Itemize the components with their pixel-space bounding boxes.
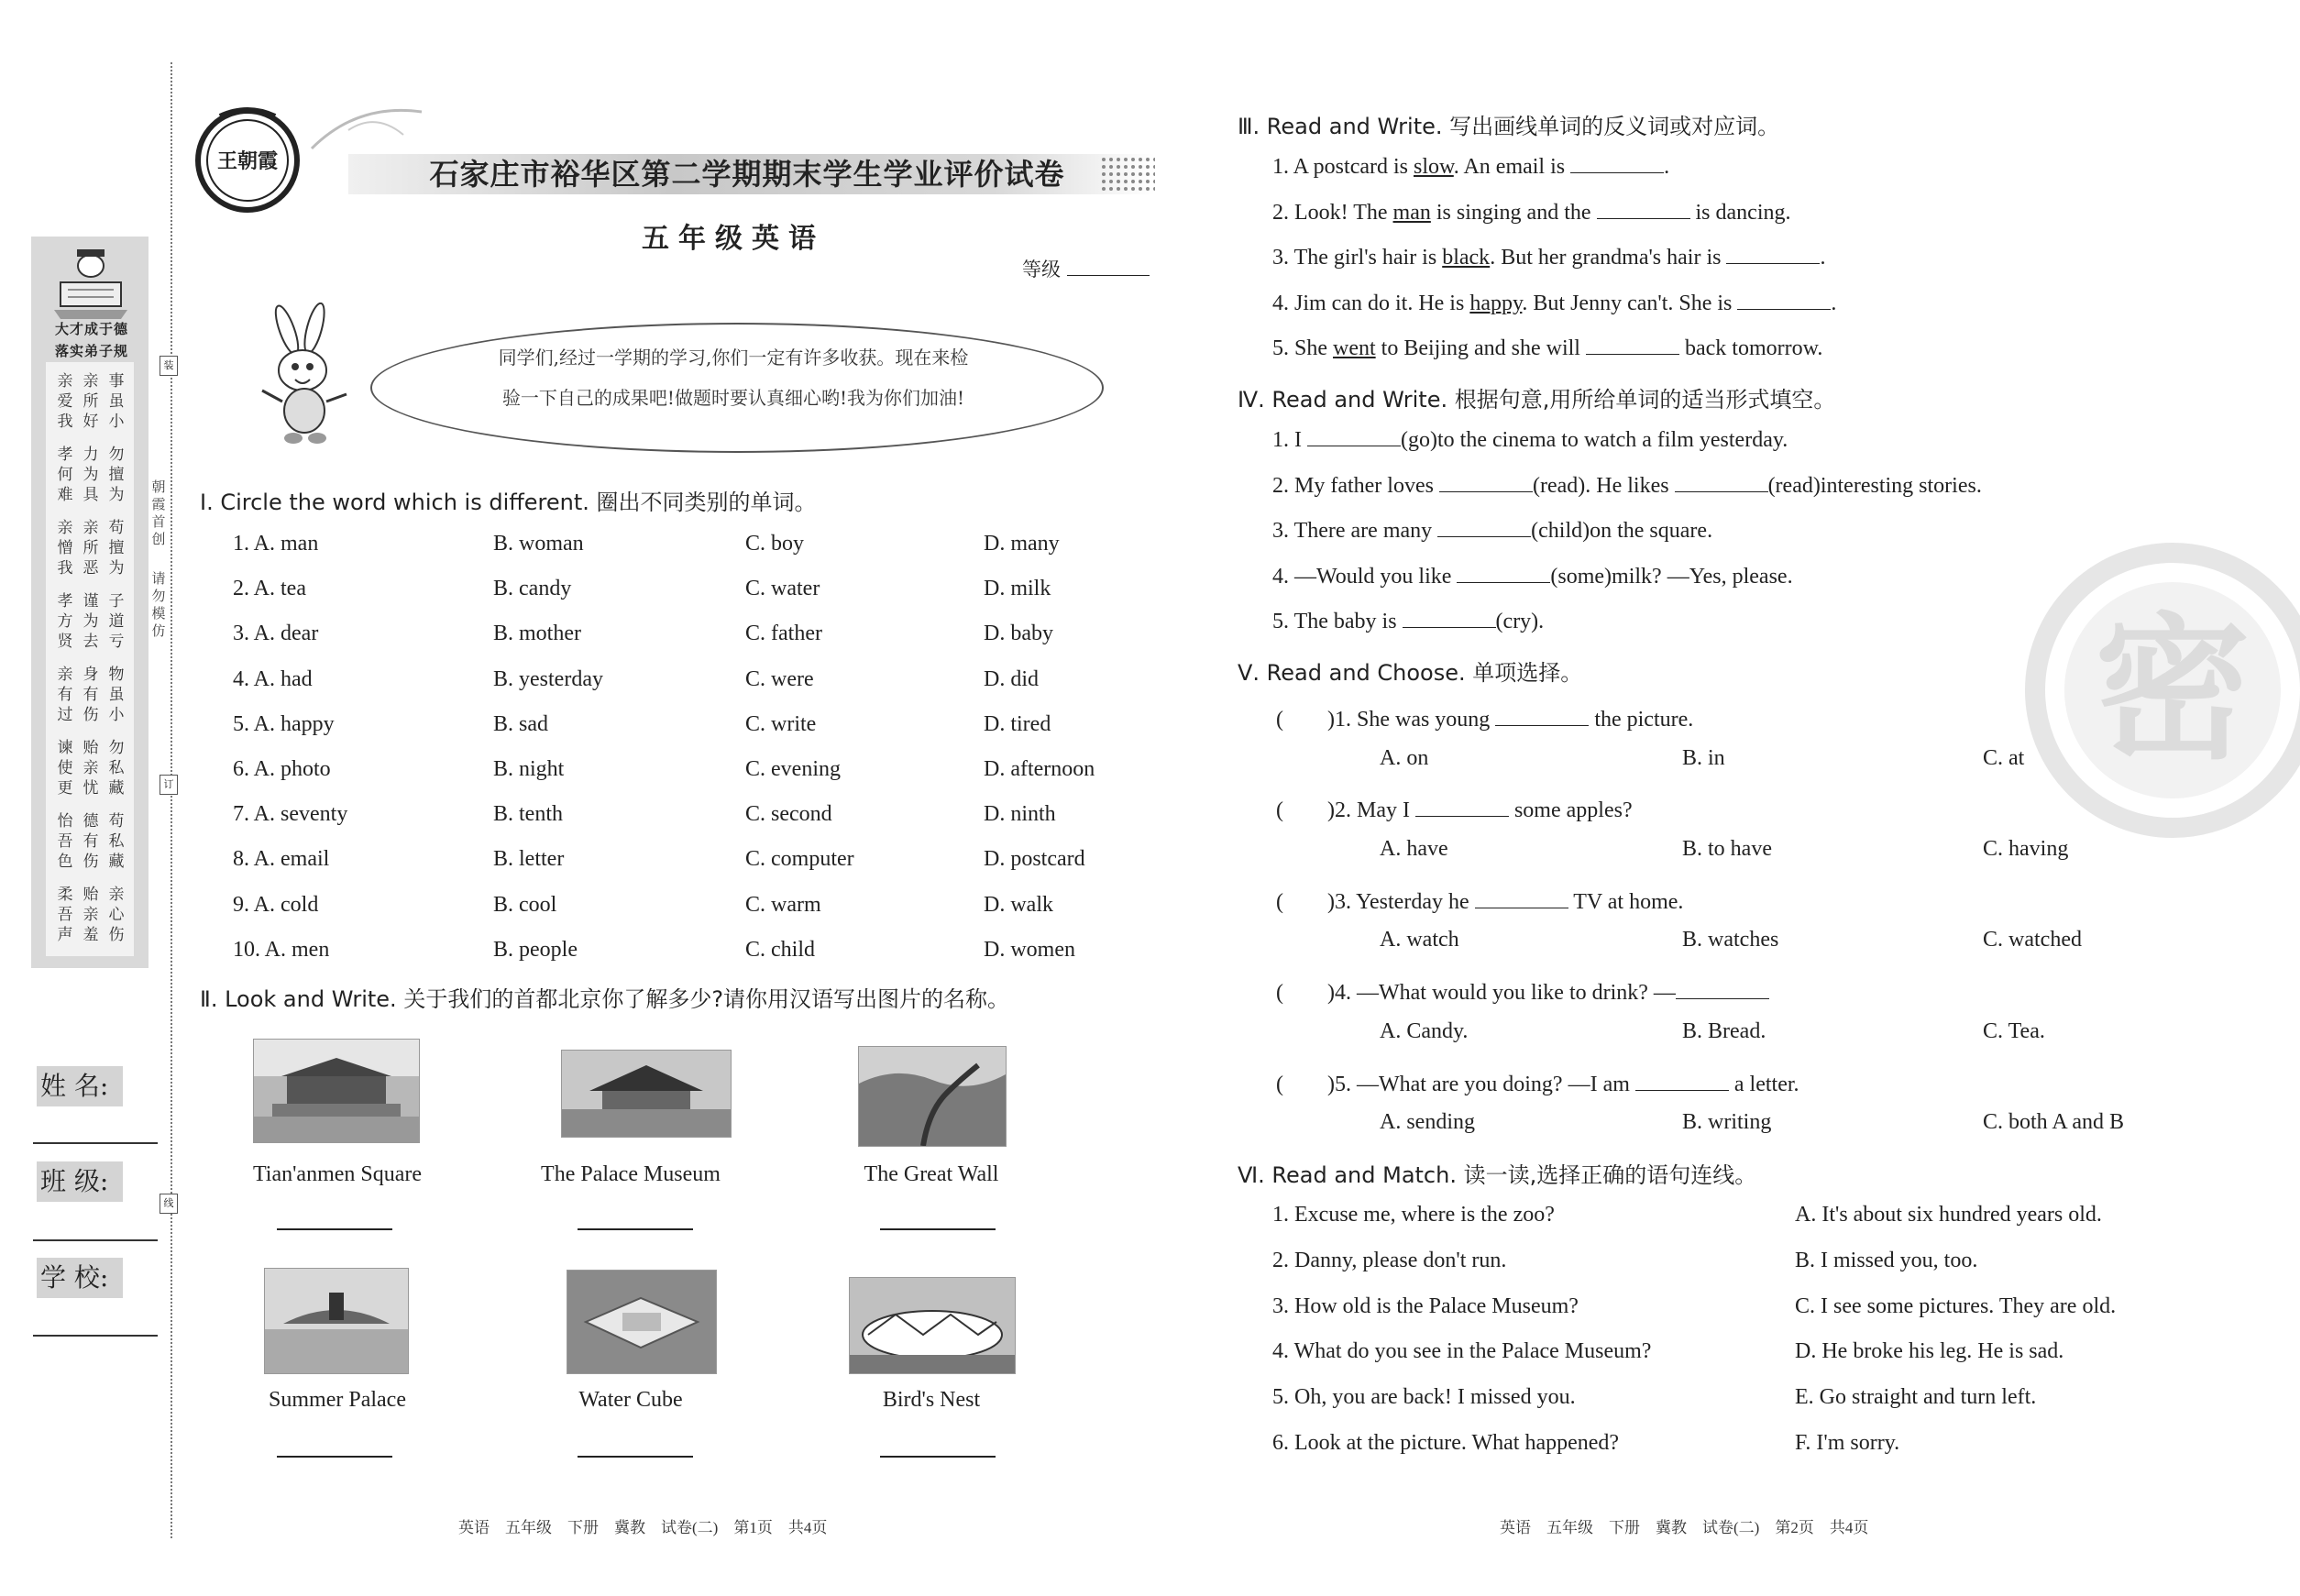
rabbit-mascot-illustration [255,303,356,449]
poem-column: 苟私藏 [108,812,125,871]
answer-blank[interactable] [1586,336,1679,355]
poem-column: 亲憎我 [57,519,73,578]
binding-dotted-line [171,62,172,1538]
intro-text-line-2: 验一下自己的成果吧!做题时要认真细心哟!我为你们加油! [501,387,965,409]
choice-option[interactable]: C. Tea. [1983,1018,2045,1043]
answer-blank[interactable] [1635,1072,1729,1091]
option-b-9[interactable]: B. cool [493,892,557,917]
choice-option[interactable]: A. Candy. [1380,1018,1469,1043]
picture-answer-line[interactable] [578,1456,693,1458]
class-label: 班 级: [37,1161,123,1202]
option-d-5[interactable]: D. tired [984,711,1051,736]
section4-item: 1. I (go)to the cinema to watch a film yesterday. [1272,428,1788,452]
section4-heading: Ⅳ. Read and Write. 根据句意,用所给单词的适当形式填空。 [1238,387,1836,413]
poem-column: 身有伤 [83,666,99,724]
option-b-6[interactable]: B. night [493,757,565,781]
section5-heading: Ⅴ. Read and Choose. 单项选择。 [1238,660,1583,686]
match-question[interactable]: 5. Oh, you are back! I missed you. [1272,1385,1576,1410]
picture-answer-line[interactable] [880,1228,996,1230]
poem-column: 勿私藏 [108,739,125,798]
picture-caption: Bird's Nest [882,1388,981,1412]
section3-item: 2. Look! The man is singing and the is dancing. [1272,200,1791,225]
confidential-watermark [2021,539,2300,842]
option-b-5[interactable]: B. sad [493,711,548,736]
option-a-3[interactable]: 3. A. dear [233,622,319,646]
section2-heading: Ⅱ. Look and Write. 关于我们的首都北京你了解多少?请你用汉语写出图片的名称。 [200,986,1010,1012]
answer-blank[interactable] [1737,291,1831,310]
choice-option[interactable]: C. both A and B [1983,1110,2125,1135]
binding-seal-3: 线 [160,1194,178,1214]
photo-tiananmen [253,1039,420,1143]
choice-option[interactable]: A. sending [1380,1110,1475,1135]
poem-column: 事虽小 [108,372,125,431]
binding-seal-2: 订 [160,775,178,795]
photo-great-wall [858,1046,1007,1147]
picture-caption: Summer Palace [269,1388,406,1412]
answer-blank[interactable] [1475,889,1568,908]
answer-blank[interactable] [1676,980,1769,999]
match-question[interactable]: 2. Danny, please don't run. [1272,1248,1507,1272]
option-a-7[interactable]: 7. A. seventy [233,802,348,827]
choice-option[interactable]: B. Bread. [1682,1018,1766,1043]
underlined-word: went [1333,336,1376,361]
section6-heading: Ⅵ. Read and Match. 读一读,选择正确的语句连线。 [1238,1162,1757,1188]
choice-option[interactable]: B. to have [1682,837,1772,861]
poem-column: 亲所恶 [83,519,99,578]
match-question[interactable]: 6. Look at the picture. What happened? [1272,1431,1620,1455]
option-c-8[interactable]: C. computer [745,847,854,872]
picture-answer-line[interactable] [277,1228,392,1230]
option-b-1[interactable]: B. woman [493,532,584,556]
poem-column: 孝方贤 [57,592,73,651]
left-page-footer: 英语 五年级 下册 冀教 试卷(二) 第1页 共4页 [458,1519,828,1536]
option-b-10[interactable]: B. people [493,937,578,962]
choice-option[interactable]: A. watch [1380,928,1459,952]
name-label: 姓 名: [37,1066,123,1106]
section4-item: 3. There are many (child)on the square. [1272,519,1713,544]
section3-item: 1. A postcard is slow. An email is . [1272,155,1670,179]
match-question[interactable]: 1. Excuse me, where is the zoo? [1272,1203,1555,1227]
poem-column: 孝何难 [57,446,73,504]
poem-column: 怡吾色 [57,812,73,871]
section4-item: 4. —Would you like (some)milk? —Yes, please. [1272,564,1793,589]
match-answer[interactable]: E. Go straight and turn left. [1795,1385,2037,1410]
match-answer[interactable]: C. I see some pictures. They are old. [1795,1293,2117,1318]
poem-column: 柔吾声 [57,886,73,944]
answer-blank[interactable] [1439,473,1533,492]
underlined-word: black [1442,246,1491,270]
picture-caption: Water Cube [578,1388,683,1412]
option-d-4[interactable]: D. did [984,666,1039,691]
section5-question: ( )4. —What would you like to drink? — [1276,974,1769,1006]
poem-column: 物虽小 [108,666,125,724]
section1-heading: Ⅰ. Circle the word which is different. 圈出不同类别的单词。 [200,490,817,515]
match-answer[interactable]: F. I'm sorry. [1795,1431,1900,1455]
answer-blank[interactable] [1675,473,1768,492]
section5-question: ( )1. She was young the picture. [1276,708,1694,732]
section5-question: ( )5. —What are you doing? —I am a letter. [1276,1072,1799,1096]
option-a-5[interactable]: 5. A. happy [233,711,335,736]
match-question[interactable]: 4. What do you see in the Palace Museum? [1272,1339,1652,1364]
option-d-7[interactable]: D. ninth [984,802,1056,827]
poem-column: 亲爱我 [57,372,73,431]
option-d-6[interactable]: D. afternoon [984,757,1095,781]
section3-heading: Ⅲ. Read and Write. 写出画线单词的反义词或对应词。 [1238,114,1780,139]
choice-option[interactable]: C. watched [1983,928,2082,952]
option-c-2[interactable]: C. water [745,577,820,601]
note-no-copy: 请勿模仿 [151,570,166,639]
intro-text-line-1: 同学们,经过一学期的学习,你们一定有许多收获。现在来检 [498,347,969,369]
section3-item: 3. The girl's hair is black. But her grandma's hair is . [1272,246,1826,270]
choice-option[interactable]: A. on [1380,745,1429,770]
option-d-9[interactable]: D. walk [984,892,1053,917]
banner-dot-pattern [1100,156,1155,193]
option-d-10[interactable]: D. women [984,937,1075,962]
option-d-2[interactable]: D. milk [984,577,1051,601]
picture-caption: The Great Wall [864,1162,999,1186]
binding-seal-1: 装 [160,356,178,376]
choice-option[interactable]: C. at [1983,745,2025,770]
option-b-3[interactable]: B. mother [493,622,581,646]
exam-subtitle: 五年级英语 [642,223,825,255]
poem-column: 子道亏 [108,592,125,651]
answer-blank[interactable] [1437,518,1531,537]
motto-line-2: 落实弟子规 [54,343,128,359]
section5-question: ( )2. May I some apples? [1276,798,1633,823]
poem-column: 勿擅为 [108,446,125,504]
option-a-9[interactable]: 9. A. cold [233,892,319,917]
picture-caption: The Palace Museum [541,1162,721,1186]
section3-item: 5. She went to Beijing and she will back tomorrow. [1272,336,1823,361]
picture-answer-line[interactable] [277,1456,392,1458]
poem-column: 亲有过 [57,666,73,724]
underlined-word: man [1392,200,1431,225]
match-answer[interactable]: D. He broke his leg. He is sad. [1795,1339,2064,1364]
school-field[interactable] [33,1335,158,1337]
option-c-1[interactable]: C. boy [745,532,805,556]
option-c-7[interactable]: C. second [745,802,832,827]
picture-caption: Tian'anmen Square [252,1162,423,1186]
option-a-8[interactable]: 8. A. email [233,847,330,872]
option-b-2[interactable]: B. candy [493,577,572,601]
match-question[interactable]: 3. How old is the Palace Museum? [1272,1293,1579,1318]
picture-answer-line[interactable] [880,1456,996,1458]
class-field[interactable] [33,1239,158,1241]
underlined-word: slow [1414,155,1454,179]
section5-question: ( )3. Yesterday he TV at home. [1276,889,1684,914]
photo-summer-palace [264,1268,409,1374]
right-page-footer: 英语 五年级 下册 冀教 试卷(二) 第2页 共4页 [1500,1519,1869,1536]
option-c-5[interactable]: C. write [745,711,817,736]
match-answer[interactable]: B. I missed you, too. [1795,1248,1978,1272]
answer-blank[interactable] [1570,154,1664,173]
option-d-1[interactable]: D. many [984,532,1060,556]
poem-column: 德有伤 [83,812,99,871]
answer-blank[interactable] [1415,798,1509,817]
poem-column: 贻亲忧 [83,739,99,798]
poem-column: 谨为去 [83,592,99,651]
option-b-7[interactable]: B. tenth [493,802,563,827]
option-c-10[interactable]: C. child [745,937,815,962]
answer-blank[interactable] [1495,707,1589,726]
note-original: 朝霞首创 [151,479,166,547]
option-c-4[interactable]: C. were [745,666,814,691]
photo-water-cube [567,1270,717,1374]
option-b-8[interactable]: B. letter [493,847,565,872]
answer-blank[interactable] [1726,245,1820,264]
option-d-3[interactable]: D. baby [984,622,1053,646]
option-a-6[interactable]: 6. A. photo [233,757,331,781]
option-a-2[interactable]: 2. A. tea [233,577,306,601]
photo-palace-museum [561,1050,732,1138]
option-d-8[interactable]: D. postcard [984,847,1085,872]
choice-option[interactable]: B. writing [1682,1110,1772,1135]
photo-birds-nest [849,1277,1016,1374]
answer-blank[interactable] [1307,427,1401,446]
option-c-3[interactable]: C. father [745,622,822,646]
watermark-glyph: 密 [2094,600,2250,781]
poem-column: 力为具 [83,446,99,504]
choice-option[interactable]: B. watches [1682,928,1779,952]
poem-column: 亲所好 [83,372,99,431]
brand-logo [193,105,303,215]
section3-item: 4. Jim can do it. He is happy. But Jenny can't. She is . [1272,291,1837,315]
poem-column: 谏使更 [57,739,73,798]
section4-item: 5. The baby is (cry). [1272,610,1545,634]
school-label: 学 校: [37,1258,123,1298]
choice-option[interactable]: C. having [1983,837,2069,861]
motto-line-1: 大才成于德 [54,321,128,337]
picture-answer-line[interactable] [578,1228,693,1230]
name-field[interactable] [33,1142,158,1144]
poem-column: 贻亲羞 [83,886,99,944]
underlined-word: happy [1469,291,1523,315]
option-a-1[interactable]: 1. A. man [233,532,319,556]
grade-field[interactable] [1067,257,1150,276]
answer-blank[interactable] [1403,609,1496,628]
option-c-6[interactable]: C. evening [745,757,841,781]
answer-blank[interactable] [1457,564,1550,583]
option-a-4[interactable]: 4. A. had [233,666,313,691]
option-b-4[interactable]: B. yesterday [493,666,603,691]
match-answer[interactable]: A. It's about six hundred years old. [1795,1203,2102,1227]
poem-column: 亲心伤 [108,886,125,944]
brand-name: 王朝霞 [216,150,278,173]
option-c-9[interactable]: C. warm [745,892,821,917]
grade-label: 等级 [1022,255,1150,282]
poem-column: 苟擅为 [108,519,125,578]
section4-item: 2. My father loves (read). He likes (read)interesting stories. [1272,473,1982,498]
ribbon-decoration [303,103,431,158]
scholar-illustration [40,246,141,356]
answer-blank[interactable] [1597,200,1690,219]
exam-title: 石家庄市裕华区第二学期期末学生学业评价试卷 [429,157,1065,192]
choice-option[interactable]: A. have [1380,837,1448,861]
option-a-10[interactable]: 10. A. men [233,937,330,962]
choice-option[interactable]: B. in [1682,745,1725,770]
